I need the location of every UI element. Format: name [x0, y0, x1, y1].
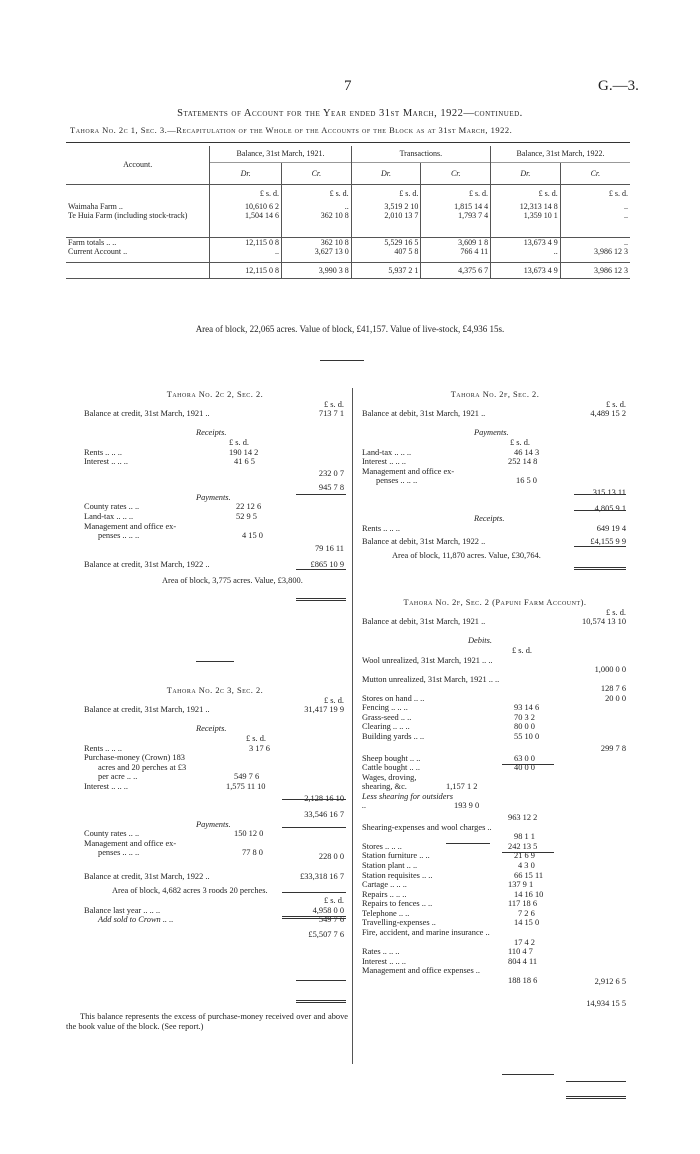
dr-header: Dr.: [351, 162, 421, 184]
table-row: Te Huia Farm (including stock-track) 1,504 14 6 362 10 8 2,010 13 7 1,793 7 4 1,359 10 1 ..: [66, 211, 630, 237]
statement-title: Statements of Account for the Year ended 31st March, 1922—continued.: [177, 108, 523, 119]
group-transactions: Transactions.: [351, 146, 490, 162]
recap-footnote: Area of block, 22,065 acres. Value of block, £41,157. Value of live-stock, £4,936 15s.: [195, 324, 505, 334]
lsd-header: £ s. d.: [282, 184, 352, 202]
section-title: Tahora No. 2f, Sec. 2 (Papuni Farm Account).: [403, 598, 587, 607]
section-2f: Tahora No. 2f, Sec. 2. £ s. d. Balance at debit, 31st March, 1921 .. 4,489 15 2 Payments. £ s. d. Land-tax .. .. .. 46 14 3 Interest .. .. .. 252 14 8 Management and office ex- penses .. .. .. 16 5 0 315 13 11 4,805 9 1 Receipts. Rents .. .. .. 649 19 4 Balance at debit, 31st March, 1922 .. £4,155 9 9 Area of block, 11,870 acres. Value, £30,764.: [362, 390, 626, 561]
section-title: Tahora No. 2f, Sec. 2.: [450, 390, 540, 399]
dr-header: Dr.: [210, 162, 282, 184]
recap-subtitle: Tahora No. 2c 1, Sec. 3.—Recapitulation of the Whole of the Accounts of the Block as at 31st March, 1922.: [70, 125, 513, 135]
recap-table: [66, 146, 630, 279]
group-balance-1921: Balance, 31st March, 1921.: [210, 146, 351, 162]
lsd-header: £ s. d.: [210, 184, 282, 202]
cr-header: Cr.: [282, 162, 352, 184]
lsd-header: £ s. d.: [421, 184, 491, 202]
page-number: 7: [344, 78, 352, 94]
col-account-header: Account.: [123, 160, 153, 170]
group-balance-1922: Balance, 31st March, 1922.: [491, 146, 630, 162]
section-2c3: Tahora No. 2c 3, Sec. 2. £ s. d. Balance at credit, 31st March, 1921 .. 31,417 19 9 Receipts. £ s. d. Rents .. .. .. 3 17 6 Purchase-money (Crown) 183 acres and 20 perches at £3 per acre .. .. 549 7 6 Interest .. .. .. 1,575 11 10 2,128 16 10 33,546 16 7 Payments. County rates .. .. 150 12 0 Management and office ex- penses .. .. .. 77 8 0 228 0 0 Balance at credit, 31st March, 1922 .. £33,318 16 7 Area of block, 4,682 acres 3 roods 20 perches. £ s. d. Balance last year .. .. .. 4,958 0 0 Add sold to Crown .. .. 549 7 6 £5,507 7 6: [84, 686, 344, 939]
lsd-header: £ s. d.: [351, 184, 421, 202]
section-papuni: Tahora No. 2f, Sec. 2 (Papuni Farm Account). £ s. d. Balance at debit, 31st March, 1921 .. 10,574 13 10 Debits. £ s. d. Wool unrealized, 31st March, 1921 .. .. 1,000 0 0 Mutton unrealized, 31st March, 1921 .. .. 128 7 6 Stores on hand .. .. 20 0 0 Fencing .. .. .. 93 14 6 Grass-seed .. .. 70 3 2 Clearing .. .. .. 80 0 0 Building yards .. .. 55 10 0 299 7 8 Sheep bought .. .. 63 0 0 Cattle bought .. .. 40 0 0 Wages, droving, shearing, &c. 1,157 1 2 Less shearing for outsiders .. 193 9 0 963 12 2 Shearing-expenses and wool charges .. 98 1 1 Stores .. .. .. 242 13 5 Station furniture .. .. 21 6 9 Station plant .. .. 4 3 0 Station requisites .. .. 66 15 11 Cartage .. .. .. 137 9 1 Repairs .. .. .. 14 16 10 Repairs to fences .. .. 117 18 6 Telephone .. .. 7 2 6 Travelling-expenses .. 14 15 0 Fire, accident, and marine insurance .. 17 4 2 Rates .. .. .. 110 4 7 Interest .. .. .. 804 4 11 Management and office expenses .. 188 18 6 2,912 6 5 14,934 15 5: [362, 598, 626, 1009]
section-2c2: Tahora No. 2c 2, Sec. 2. £ s. d. Balance at credit, 31st March, 1921 .. 713 7 1 Receipts. £ s. d. Rents .. .. .. 190 14 2 Interest .. .. .. 41 6 5 232 0 7 945 7 8 Payments. County rates .. .. 22 12 6 Land-tax .. .. .. 52 9 5 Management and office ex- penses .. .. .. 4 15 0 79 16 11 Balance at credit, 31st March, 1922 .. £865 10 9 Area of block, 3,775 acres. Value, £3,800.: [84, 390, 344, 585]
section-title: Tahora No. 2c 3, Sec. 2.: [166, 686, 264, 695]
table-row: Current Account .. .. 3,627 13 0 407 5 8 766 4 11 .. 3,986 12 3: [66, 247, 630, 263]
dr-header: Dr.: [491, 162, 561, 184]
cr-header: Cr.: [560, 162, 630, 184]
cr-header: Cr.: [421, 162, 491, 184]
table-row: Farm totals .. .. 12,115 0 8 362 10 8 5,529 16 5 3,609 1 8 13,673 4 9 ..: [68, 237, 628, 247]
balance-note: This balance represents the excess of purchase-money received over and above the book value of the block. (See report.): [66, 1012, 348, 1031]
lsd-header: £ s. d.: [560, 184, 630, 202]
table-row: Waimaha Farm .. 10,610 6 2 .. 3,519 2 10 1,815 14 4 12,313 14 8 ..: [68, 202, 628, 211]
lsd-header: £ s. d.: [323, 399, 344, 409]
table-total-row: 12,115 0 8 3,990 3 8 5,937 2 1 4,375 6 7 13,673 4 9 3,986 12 3: [66, 263, 630, 279]
section-title: Tahora No. 2c 2, Sec. 2.: [166, 390, 264, 399]
document-reference: G.—3.: [598, 78, 639, 94]
lsd-header: £ s. d.: [491, 184, 561, 202]
